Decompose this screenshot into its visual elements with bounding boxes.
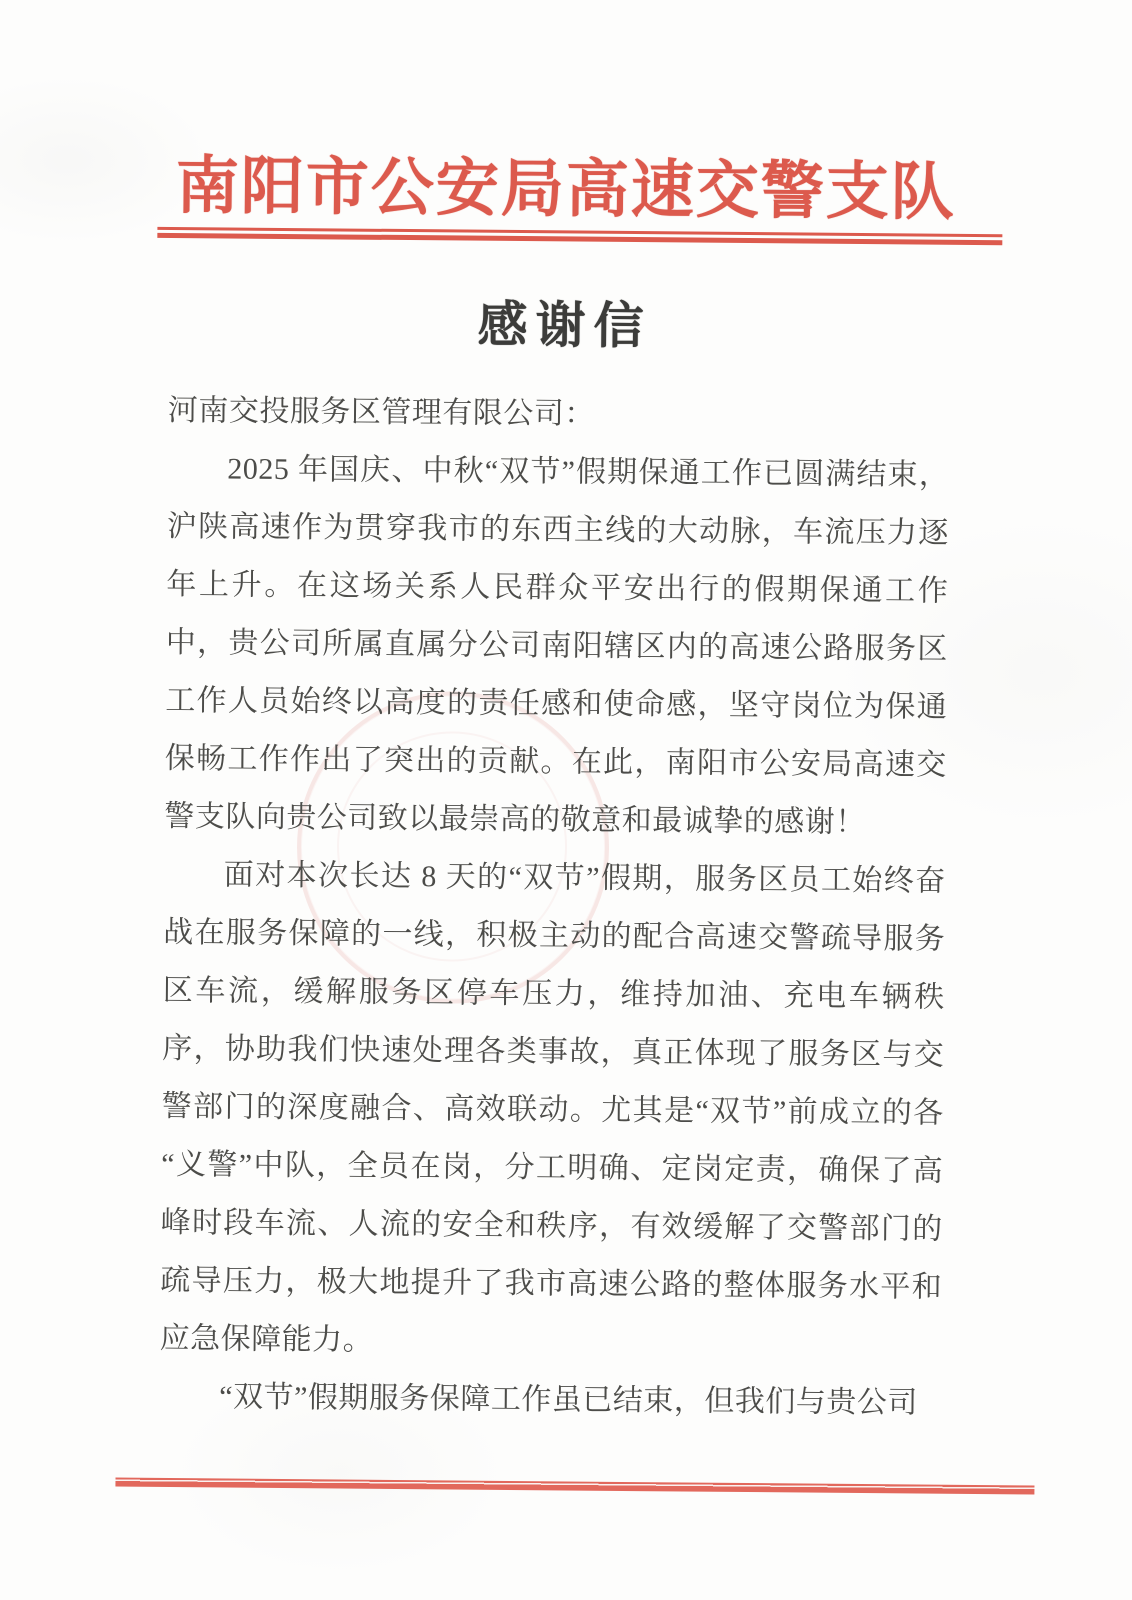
paragraph-1: 2025 年国庆、中秋“双节”假期保通工作已圆满结束，沪陕高速作为贯穿我市的东西主线的大动脉，车流压力逐年上升。在这场关系人民群众平安出行的假期保通工作中，贵公司所属直属分公司南阳辖区内的高速公路服务区工作人员始终以高度的责任感和使命感，坚守岗位为保通保畅工作作出了突出的贡献。在此，南阳市公安局高速交警支队向贵公司致以最崇高的敬意和最诚挚的感谢！	[164, 452, 950, 840]
paragraph-3: “双节”假期服务保障工作虽已结束，但我们与贵公司	[219, 1380, 918, 1420]
paragraph-2: 面对本次长达 8 天的“双节”假期，服务区员工始终奋战在服务保障的一线，积极主动的配合高速交警疏导服务区车流，缓解服务区停车压力，维持加油、充电车辆秩序，协助我们快速处理各类事故，真正体现了服务区与交警部门的深度融合、高效联动。尤其是“双节”前成立的各“义警”中队，全员在岗，分工明确、定岗定责，确保了高峰时段车流、人流的安全和秩序，有效缓解了交警部门的疏导压力，极大地提升了我市高速公路的整体服务水平和应急保障能力。	[159, 858, 946, 1357]
letter-body	[159, 382, 950, 1433]
document-title: 感谢信	[477, 296, 652, 355]
letterhead-title: 南阳市公安局高速交警支队	[175, 151, 957, 228]
salutation-line: 河南交投服务区管理有限公司：	[167, 393, 595, 431]
footer-rule	[115, 1478, 1034, 1495]
